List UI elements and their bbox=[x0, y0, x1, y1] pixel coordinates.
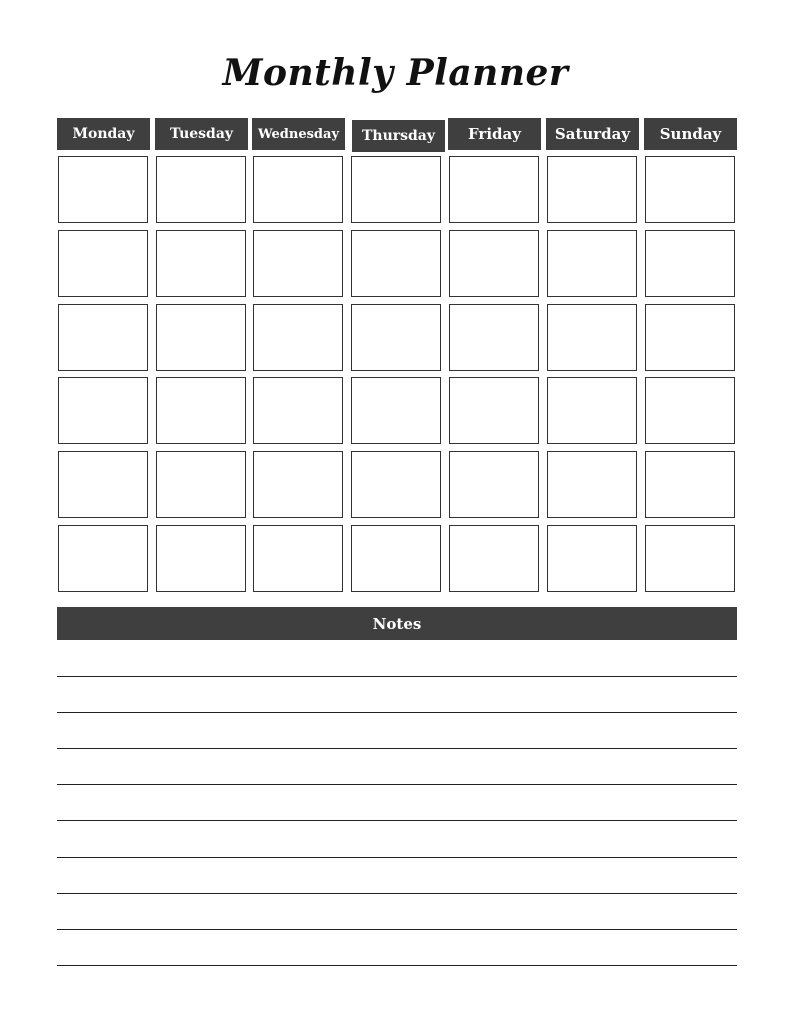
calendar-day-cell bbox=[449, 451, 539, 518]
notes-header: Notes bbox=[57, 607, 737, 640]
calendar-day-cell bbox=[547, 230, 637, 297]
notes-line bbox=[57, 857, 737, 858]
calendar-day-cell bbox=[351, 525, 441, 592]
notes-line bbox=[57, 929, 737, 930]
calendar-day-cell bbox=[156, 525, 246, 592]
day-header-monday: Monday bbox=[57, 118, 150, 150]
calendar-day-cell bbox=[351, 377, 441, 444]
calendar-day-cell bbox=[156, 156, 246, 223]
calendar-day-cell bbox=[253, 451, 343, 518]
calendar-day-cell bbox=[645, 156, 735, 223]
calendar-day-cell bbox=[156, 377, 246, 444]
calendar-day-cell bbox=[351, 451, 441, 518]
calendar-day-cell bbox=[253, 525, 343, 592]
calendar-day-cell bbox=[58, 377, 148, 444]
day-header-tuesday: Tuesday bbox=[155, 118, 248, 150]
calendar-day-cell bbox=[645, 377, 735, 444]
calendar-day-cell bbox=[58, 304, 148, 371]
calendar-day-cell bbox=[156, 304, 246, 371]
notes-line bbox=[57, 748, 737, 749]
notes-line bbox=[57, 893, 737, 894]
day-header-sunday: Sunday bbox=[644, 118, 737, 150]
calendar-day-cell bbox=[449, 230, 539, 297]
calendar-day-cell bbox=[449, 377, 539, 444]
calendar-day-cell bbox=[449, 304, 539, 371]
calendar-day-cell bbox=[547, 525, 637, 592]
calendar-day-cell bbox=[351, 230, 441, 297]
calendar-day-cell bbox=[156, 451, 246, 518]
notes-line bbox=[57, 965, 737, 966]
calendar-day-cell bbox=[351, 304, 441, 371]
calendar-day-cell bbox=[547, 304, 637, 371]
calendar-day-cell bbox=[58, 156, 148, 223]
day-header-wednesday: Wednesday bbox=[252, 118, 345, 150]
calendar-day-cell bbox=[58, 451, 148, 518]
notes-line bbox=[57, 784, 737, 785]
calendar-day-cell bbox=[645, 230, 735, 297]
calendar-day-cell bbox=[351, 156, 441, 223]
day-header-saturday: Saturday bbox=[546, 118, 639, 150]
calendar-day-cell bbox=[645, 304, 735, 371]
calendar-day-cell bbox=[645, 451, 735, 518]
calendar-day-cell bbox=[58, 525, 148, 592]
calendar-day-cell bbox=[156, 230, 246, 297]
calendar-day-cell bbox=[449, 156, 539, 223]
notes-line bbox=[57, 712, 737, 713]
notes-line bbox=[57, 676, 737, 677]
notes-line bbox=[57, 820, 737, 821]
calendar-day-cell bbox=[253, 156, 343, 223]
calendar-day-cell bbox=[253, 304, 343, 371]
calendar-day-cell bbox=[253, 230, 343, 297]
calendar-day-cell bbox=[449, 525, 539, 592]
calendar-day-cell bbox=[253, 377, 343, 444]
day-header-thursday: Thursday bbox=[352, 120, 445, 152]
page-title: Monthly Planner bbox=[222, 52, 569, 94]
day-header-friday: Friday bbox=[448, 118, 541, 150]
calendar-day-cell bbox=[58, 230, 148, 297]
calendar-day-cell bbox=[645, 525, 735, 592]
calendar-day-cell bbox=[547, 451, 637, 518]
calendar-day-cell bbox=[547, 377, 637, 444]
calendar-day-cell bbox=[547, 156, 637, 223]
